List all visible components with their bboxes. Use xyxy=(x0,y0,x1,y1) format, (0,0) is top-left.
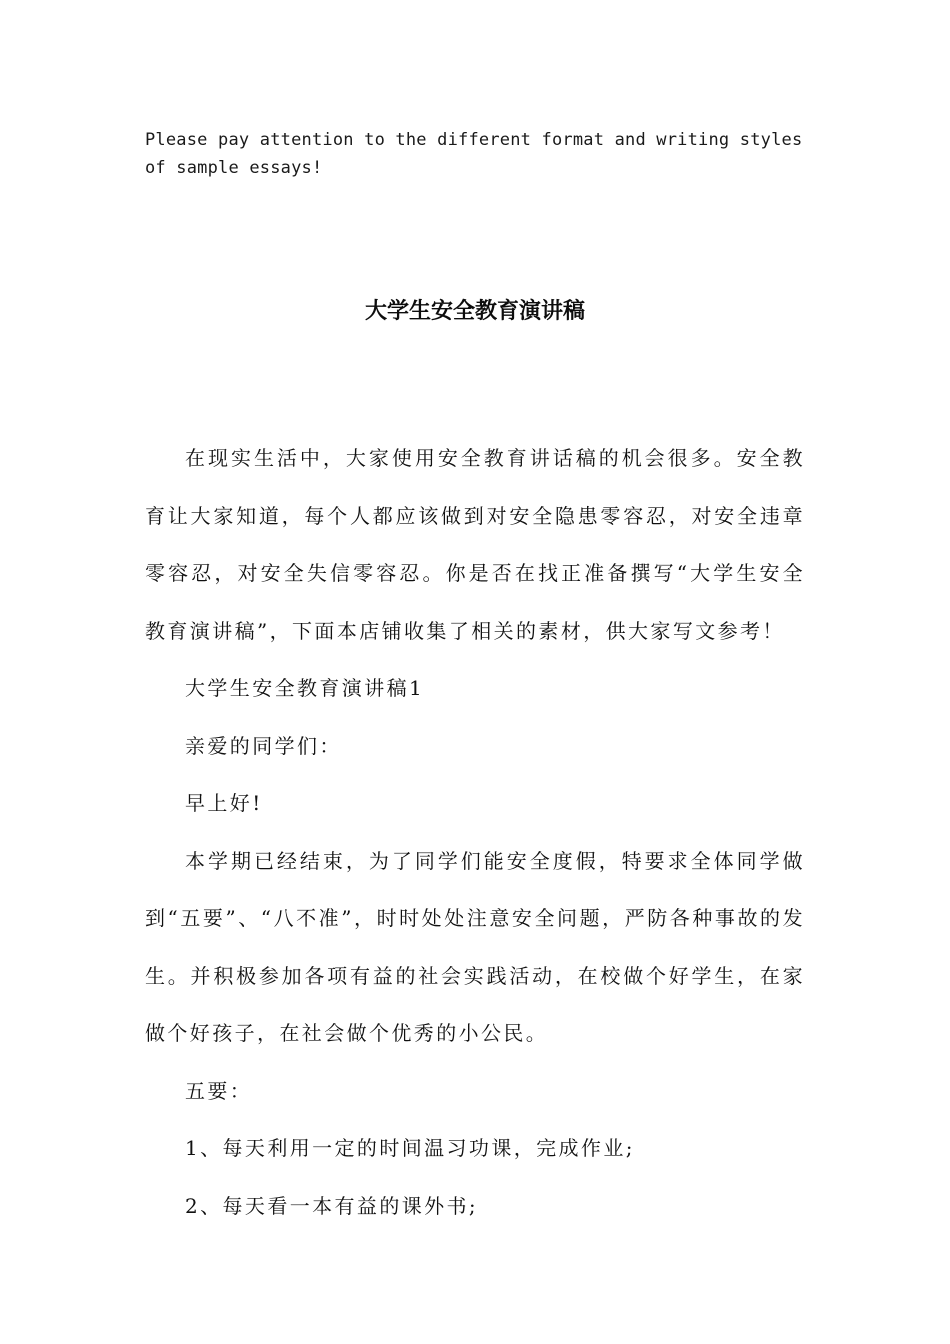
body-paragraph: 本学期已经结束，为了同学们能安全度假，特要求全体同学做到“五要”、“八不准”，时时处处注意安全问题，严防各种事故的发生。并积极参加各项有益的社会实践活动，在校做个好学生，在家做个好孩子，在社会做个优秀的小公民。 xyxy=(145,848,805,1045)
salutation: 亲爱的同学们： xyxy=(185,733,342,758)
document-body xyxy=(145,430,805,1235)
section-heading: 大学生安全教育演讲稿1 xyxy=(185,676,425,700)
intro-paragraph: 在现实生活中，大家使用安全教育讲话稿的机会很多。安全教育让大家知道，每个人都应该做到对安全隐患零容忍，对安全违章零容忍，对安全失信零容忍。你是否在找正准备撰写“大学生安全教育演讲稿”，下面本店铺收集了相关的素材，供大家写文参考！ xyxy=(145,446,805,643)
list-heading: 五要： xyxy=(185,1078,253,1103)
page-title: 大学生安全教育演讲稿 xyxy=(364,299,585,324)
list-item: 1、每天利用一定的时间温习功课，完成作业; xyxy=(185,1136,635,1160)
list-item: 2、每天看一本有益的课外书; xyxy=(185,1193,479,1218)
format-notice: Please pay attention to the different format and writing styles of sample essays! xyxy=(145,130,803,178)
greeting: 早上好! xyxy=(185,791,263,815)
